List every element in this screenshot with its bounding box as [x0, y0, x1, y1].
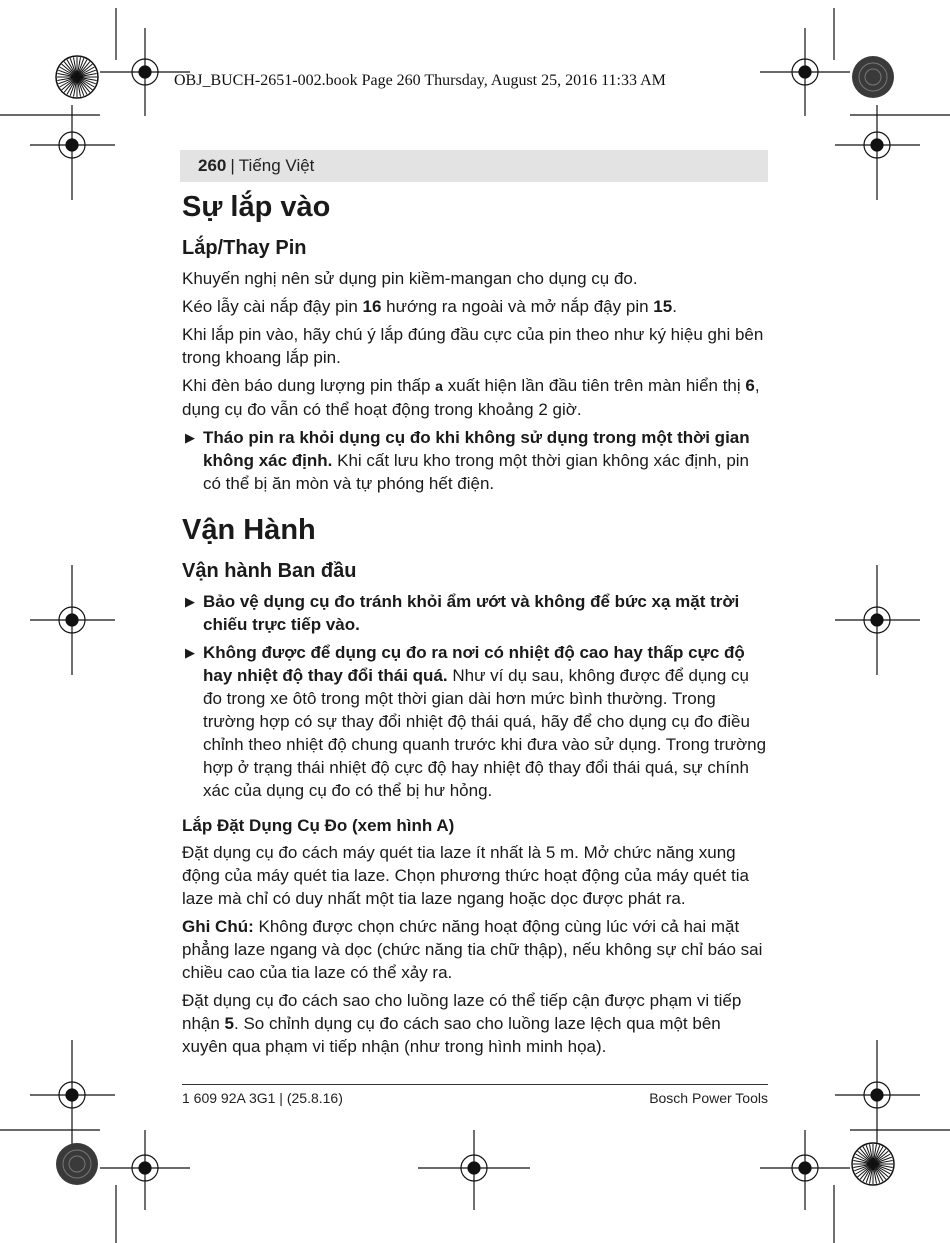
print-header: OBJ_BUCH-2651-002.book Page 260 Thursday, August 25, 2016 11:33 AM	[174, 72, 666, 89]
subheading-setup: Lắp Đặt Dụng Cụ Đo (xem hình A)	[182, 816, 455, 835]
note-paragraph: Ghi Chú: Không được chọn chức năng hoạt động cùng lúc với cả hai mặt phẳng laze ngang và dọc (chức năng tia chữ thập), nếu không sự chỉ báo sai chiều cao của tia laze có thể xảy ra.	[182, 917, 763, 982]
section-title-installation: Sự lắp vào	[182, 191, 331, 223]
registration-mark	[30, 105, 115, 200]
subsection-title-startup: Vận hành Ban đầu	[182, 560, 357, 582]
paragraph: Khi lắp pin vào, hãy chú ý lắp đúng đầu cực của pin theo như ký hiệu ghi bên trong khoang lắp pin.	[182, 325, 764, 367]
subsection-title-battery: Lắp/Thay Pin	[182, 237, 307, 259]
bullet-triangle-icon: ▶	[185, 430, 195, 445]
density-target-star	[56, 56, 98, 98]
paragraph: Khuyến nghị nên sử dụng pin kiềm-mangan cho dụng cụ đo.	[182, 269, 638, 288]
registration-mark	[835, 565, 920, 675]
registration-mark	[760, 1130, 850, 1210]
paragraph: Kéo lẫy cài nắp đậy pin 16 hướng ra ngoài và mở nắp đậy pin 15.	[182, 297, 677, 316]
bullet-triangle-icon: ▶	[185, 645, 195, 660]
density-target-dark	[56, 1143, 98, 1185]
paragraph: Đặt dụng cụ đo cách máy quét tia laze ít nhất là 5 m. Mở chức năng xung động của máy quét tia laze. Chọn phương thức hoạt động của máy quét tia laze mà chỉ có duy nhất một tia laze ngang hoặc dọc được phát ra.	[182, 843, 749, 908]
registration-mark	[760, 28, 850, 116]
density-target-dark	[852, 56, 894, 98]
registration-mark	[835, 105, 920, 200]
registration-mark	[30, 565, 115, 675]
page-content	[182, 150, 768, 1063]
registration-mark	[30, 1040, 115, 1150]
warning-bullet: ▶ Không được để dụng cụ đo ra nơi có nhiệt độ cao hay thấp cực độ hay nhiệt độ thay đổi thái quá. Như ví dụ sau, không được để dụng cụ đo trong xe ôtô trong một thời gian dài hơn mức bình thường. Trong trường hợp có sự thay đổi nhiệt độ thái quá, hãy để cho dụng cụ đo điều chỉnh theo nhiệt độ chung quanh trước khi đưa vào sử dụng. Trong trường hợp ở trạng thái nhiệt độ cực độ hay nhiệt độ thay đổi thái quá, sự chính xác của dụng cụ đo có thể bị hư hỏng.	[185, 643, 767, 800]
warning-bullet: ▶ Tháo pin ra khỏi dụng cụ đo khi không sử dụng trong một thời gian không xác định. Khi cất lưu kho trong một thời gian không xác định, pin có thể bị ăn mòn và tự phóng hết điện.	[185, 428, 750, 493]
page-number: 260	[198, 156, 227, 175]
paragraph: Đặt dụng cụ đo cách sao cho luồng laze có thể tiếp cận được phạm vi tiếp nhận 5. So chỉnh dụng cụ đo cách sao cho luồng laze lệch qua một bên xuyên qua phạm vi tiếp nhận (như trong hình minh họa).	[182, 991, 742, 1056]
footer-doc-code: 1 609 92A 3G1 | (25.8.16)	[182, 1090, 343, 1106]
section-title-operation: Vận Hành	[182, 514, 316, 546]
language-label: Tiếng Việt	[238, 156, 315, 175]
header-separator: |	[230, 156, 235, 175]
bullet-triangle-icon: ▶	[185, 594, 195, 609]
registration-mark	[100, 1130, 190, 1210]
footer-brand: Bosch Power Tools	[649, 1090, 768, 1106]
page-footer	[182, 1084, 768, 1106]
warning-bullet: ▶ Bảo vệ dụng cụ đo tránh khỏi ẩm ướt và không để bức xạ mặt trời chiếu trực tiếp vào.	[185, 592, 740, 634]
running-header	[180, 150, 768, 182]
registration-mark	[835, 1040, 920, 1150]
paragraph: Khi đèn báo dung lượng pin thấp a xuất hiện lần đầu tiên trên màn hiển thị 6, dụng cụ đo vẫn có thể hoạt động trong khoảng 2 giờ.	[182, 376, 760, 419]
density-target-star	[852, 1143, 894, 1185]
registration-mark	[418, 1130, 530, 1210]
